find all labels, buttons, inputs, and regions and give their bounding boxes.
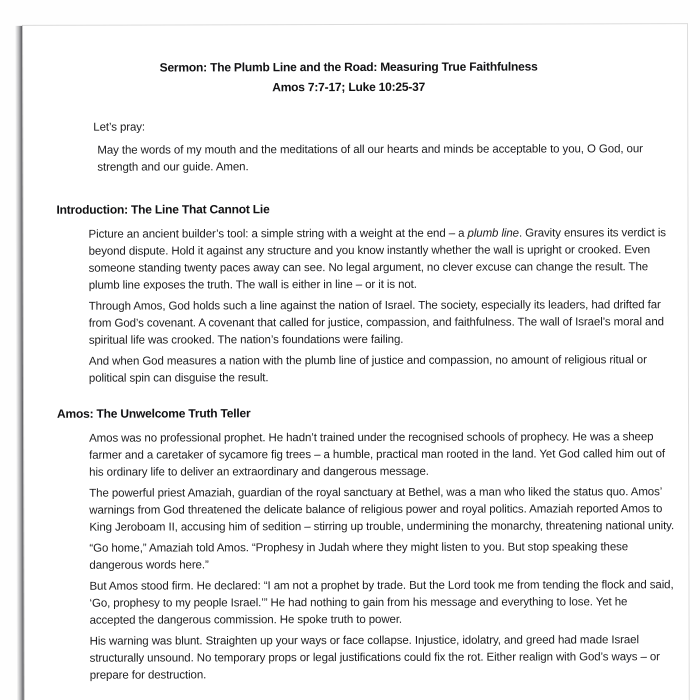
intro-paragraph-3: And when God measures a nation with the plumb line of justice and compassion, no amount of religious ritual or political spin can disguise the result. — [88, 354, 647, 385]
sermon-page — [22, 23, 690, 700]
amos-paragraph-3: “Go home,” Amaziah told Amos. “Prophesy in Judah where they might listen to you. But stop speaking these dangerous words here.” — [89, 541, 629, 572]
amos-paragraph-1: Amos was no professional prophet. He hadn’t trained under the recognised schools of prophecy. He was a sheep farmer and a caretaker of sycamore fig trees – a humble, practical man rooted in the land. Yet God called him out of his ordinary life to deliver an extraordinary and dangerous message. — [89, 431, 666, 479]
prayer-lead: Let’s pray: — [93, 121, 146, 134]
section-heading-introduction: Introduction: The Line That Cannot Lie — [56, 202, 270, 217]
section-heading-amos: Amos: The Unwelcome Truth Teller — [57, 406, 251, 421]
title-block — [23, 56, 674, 98]
sermon-title: Sermon: The Plumb Line and the Road: Measuring True Faithfulness — [159, 59, 538, 75]
paragraph-text: Picture an ancient builder’s tool: a simple string with a weight at the end – a — [88, 227, 468, 241]
prayer-text: May the words of my mouth and the meditations of all our hearts and minds be acceptable to you, O God, our strength and our guide. Amen. — [97, 143, 643, 174]
amos-paragraph-4: But Amos stood firm. He declared: “I am not a prophet by trade. But the Lord took me from tending the flock and said, ‘Go, prophesy to my people Israel.’” He had nothing to gain from his message and everything to lose. Yet he accepted the dangerous commission. He spoke truth to power. — [89, 579, 674, 627]
italic-term-plumb-line: plumb line — [467, 227, 519, 240]
scripture-reference: Amos 7:7-17; Luke 10:25-37 — [272, 79, 426, 95]
intro-paragraph-1 — [89, 225, 675, 295]
amos-paragraph-2: The powerful priest Amaziah, guardian of the royal sanctuary at Bethel, was a man who liked the status quo. Amos’ warnings from God threatened the delicate balance of religious power and royal politics. Amaziah reported Amos to King Jeroboam II, accusing him of sedition – stirring up trouble, undermining the monarchy, threatening national unity. — [89, 486, 675, 534]
intro-paragraph-2: Through Amos, God holds such a line against the nation of Israel. The society, especially its leaders, had drifted far from God’s covenant. A covenant that called for justice, compassion, and faithfulness. The wall of Israel’s moral and spiritual life was crooked. The nation’s foundations were failing. — [88, 299, 664, 347]
amos-paragraph-5: His warning was blunt. Straighten up your ways or face collapse. Injustice, idolatry, and greed had made Israel structurally unsound. No temporary props or legal justifications could fix the rot. Either realign with God’s ways – or prepare for destruction. — [89, 634, 660, 682]
page-left-edge-shadow — [15, 26, 24, 700]
paragraph-text: . Gravity ensures its verdict is beyond dispute. Hold it against any structure and you know instantly whether the wall is upright or crooked. Even someone standing twenty paces away can see. No legal argument, no clever excuse can change the result. The plumb line exposes the truth. The wall is either in line – or it is not. — [88, 227, 666, 292]
